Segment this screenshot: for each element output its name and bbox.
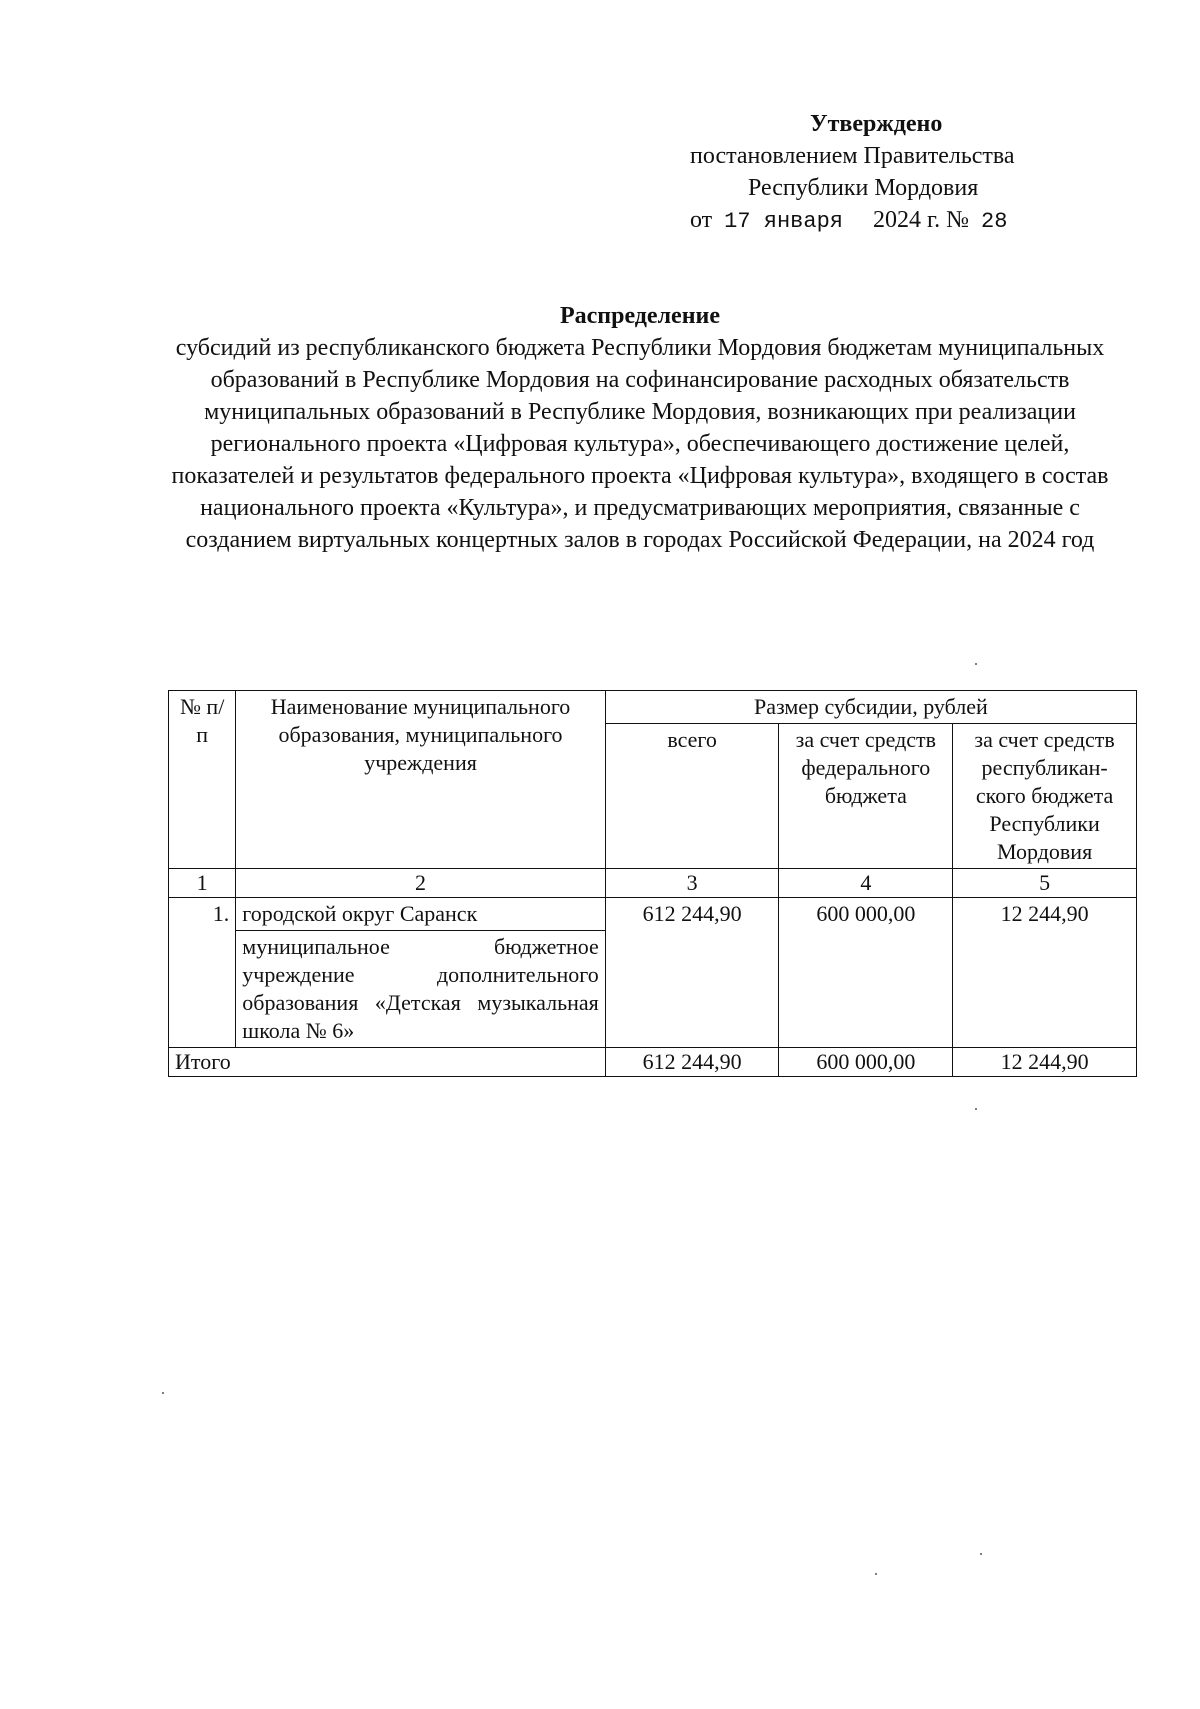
column-number: 4 (779, 869, 953, 898)
column-number: 1 (169, 869, 236, 898)
header-size: Размер субсидии, рублей (605, 691, 1136, 724)
column-number: 3 (605, 869, 779, 898)
total-federal: 600 000,00 (779, 1048, 953, 1077)
table-row (169, 898, 1137, 931)
approval-year: 2024 г. № (873, 207, 970, 233)
header-republic: за счет средств республикан-ского бюджета Республики Мордовия (953, 724, 1137, 869)
row-num: 1. (169, 898, 236, 1048)
column-number: 2 (236, 869, 606, 898)
document-subtitle: субсидий из республиканского бюджета Республики Мордовия бюджетам муниципальных образований в Республике Мордовия на софинансирование расходных обязательств муниципальных образований в Республике Мордовия, возникающих при реализации регионального проекта «Цифровая культура», обеспечивающего достижение целей, показателей и результатов федерального проекта «Цифровая культура», входящего в состав национального проекта «Культура», и предусматривающих мероприятия, связанные с созданием виртуальных концертных залов в городах Российской Федерации, на 2024 год (171, 335, 1109, 553)
approval-date-line (690, 204, 1090, 238)
total-label: Итого (169, 1048, 606, 1077)
scan-speck (875, 1573, 877, 1575)
document-heading (165, 300, 1115, 556)
approval-stamp (690, 108, 1090, 238)
total-sum: 612 244,90 (605, 1048, 779, 1077)
scan-speck (980, 1553, 982, 1555)
total-republic: 12 244,90 (953, 1048, 1137, 1077)
table-total-row (169, 1048, 1137, 1077)
row-federal: 600 000,00 (779, 898, 953, 1048)
table-header-row (169, 691, 1137, 724)
approval-from: от (690, 207, 713, 233)
approval-line-3: Республики Мордовия (748, 175, 979, 201)
column-number: 5 (953, 869, 1137, 898)
header-name: Наименование муниципального образования, муниципального учреждения (236, 691, 606, 869)
approval-line-2: постановлением Правительства (690, 143, 1015, 169)
row-institution: муниципальное бюджетное учреждение дополнительного образования «Детская музыкальная школа № 6» (236, 931, 606, 1048)
subsidy-table (168, 690, 1137, 1077)
approval-date: 17 января (724, 209, 843, 234)
header-federal: за счет средств федерального бюджета (779, 724, 953, 869)
document-title: Распределение (559, 303, 721, 329)
approval-number: 28 (981, 209, 1008, 234)
scan-speck (975, 1108, 977, 1110)
scan-speck (162, 1392, 164, 1394)
scan-speck (975, 663, 977, 665)
header-num: № п/п (169, 691, 236, 869)
header-total: всего (605, 724, 779, 869)
column-number-row (169, 869, 1137, 898)
row-total: 612 244,90 (605, 898, 779, 1048)
row-municipality: городской округ Саранск (236, 898, 606, 931)
row-republic: 12 244,90 (953, 898, 1137, 1048)
approval-title: Утверждено (810, 111, 943, 137)
